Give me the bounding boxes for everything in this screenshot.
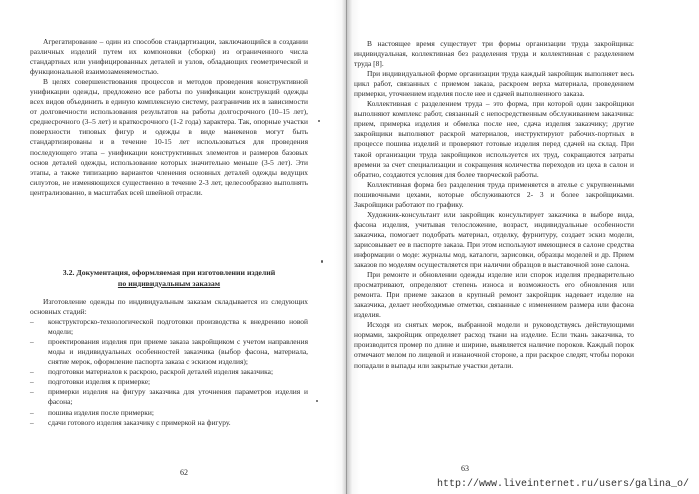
list-item: – подготовки материалов к раскрою, раскрой деталей изделия заказчика; — [30, 367, 308, 377]
left-page-number: 62 — [180, 468, 188, 477]
paragraph-collective-no-division: Коллективная форма без разделения труда применяется в ателье с укрупненными пошивочными цехами, которые обслуживаются 2- 3 и более закройщиками. Закройщики работают по графику. — [354, 179, 634, 209]
right-page-text — [354, 39, 634, 371]
list-item: – конструкторско-технологической подготовки производства к внедрению новой модели; — [30, 317, 308, 337]
right-page-number: 63 — [461, 464, 469, 473]
paragraph-repair: При ремонте и обновлении одежды изделие или спорок изделия предварительно просматривают, определяют степень износа и возможность его обновления или ремонта. При приеме заказов в крупный ремонт закройщик надевает изделие на заказчика, делает необходимые отметки, связанные с изменением размера или фасона изделия. — [354, 270, 634, 320]
paragraph-unification: В целях совершенствования процессов и методов проведения конструктивной унификации одежды, предложено все работы по унификации конструкций одежды всех видов объединить в единую комплексную систему, разграничив их в зависимости от долговечности использования результатов на работы долгосрочного (10–15 лет), среднесрочного (3–5 лет) и краткосрочного (1-2 года) характера. Так, опорные участки поверхности типовых фигур и одежды в виде манекенов могут быть стандартизированы и в течение 10-15 лет использоваться для проведения последующего этапа – унификации конструктивных элементов и размеров базовых основ деталей одежды, использование которых значительно меньше (3-5 лет). Эти этапы, а также типизацию вариантов членения основных деталей одежды ведущих силуэтов, не изменяющихся существенно в течение 2-3 лет, целесообразно выполнять централизованно, в масштабах всей швейной отрасли. — [30, 77, 308, 197]
list-item: – пошива изделия после примерки; — [30, 408, 308, 418]
list-item: – сдачи готового изделия заказчику с примеркой на фигуру. — [30, 418, 308, 428]
paragraph-consultant: Художник-консультант или закройщик консультирует заказчика в выборе вида, фасона изделия, учитывая телосложение, возраст, индивидуальные особенности заказчика, помогает подобрать материал, отделку, фурнитуру, создает эскиз модели, зарисовывает ее в паспорте заказа. При этом используют имеющиеся в салоне средства информации о моде: журналы мод, каталоги, зарисовки, образцы моделей и др. Прием заказов по моделям осуществляется при наличии образцов в выставочной зоне салона. — [354, 209, 634, 270]
right-page — [347, 0, 699, 494]
paragraph-stages-intro: Изготовление одежды по индивидуальным заказам складывается из следующих основных стадий: — [30, 297, 308, 317]
source-url-watermark: http://www.liveinternet.ru/users/galina_o/ — [436, 479, 689, 490]
list-item: – примерки изделия на фигуру заказчика для уточнения параметров изделия и фасона; — [30, 387, 308, 407]
paragraph-individual-form: При индивидуальной форме организации труда каждый закройщик выполняет весь цикл работ, связанных с приемом заказа, раскроем верха материала, проведением примерки, уточнением изделия после нее и сдачей выполненного заказа. — [354, 69, 634, 99]
list-item: – проектирования изделия при приеме заказа закройщиком с учетом направления моды и индивидуальных особенностей заказчика (выбор фасона, материала, снятие мерок, оформление паспорта заказа с эскизом изделия); — [30, 337, 308, 367]
paragraph-labor-forms: В настоящее время существует три формы организации труда закройщика: индивидуальная, коллективная без разделения труда и коллективная с разделением труда [8]. — [354, 39, 634, 69]
section-heading-line1: 3.2. Документация, оформляемая при изготовлении изделий — [62, 268, 276, 277]
section-heading — [30, 268, 308, 289]
list-item: – подготовки изделия к примерке; — [30, 377, 308, 387]
paragraph-collective-division: Коллективная с разделением труда – это форма, при которой один закройщики выполняют комплекс работ, связанный с непосредственным обслуживанием заказчика: прием, примерка изделия и обмелка после нее, сдача изделия заказчику; другие закройщики выполняют раскрой материалов, инструктируют рабочих-портных в процессе пошива изделий и проверяют готовые изделия перед сдачей на склад. При такой организации труда закройщиков используется их труд, сокращаются затраты времени за счет специализации и сокращения количества переходов из цеха в салон и обратно, создаются условия для более творческой работы. — [354, 99, 634, 179]
paragraph-fabric: Исходя из снятых мерок, выбранной модели и руководствуясь действующими нормами, закройщик определяет расход ткани на изделие. Если ткань заказчика, то производится промер по длине и ширине, выявляется наличие пороков. Каждый порок отмечают мелом по лицевой и изнаночной стороне, а при раскрое следят, чтобы пороки попадали в выпады или закрытые участки детали. — [354, 320, 634, 370]
left-page — [0, 0, 347, 494]
scan-speck — [318, 120, 320, 122]
left-page-stages — [30, 297, 308, 428]
scan-speck — [321, 260, 323, 263]
scan-speck — [316, 400, 318, 402]
stages-list — [30, 317, 308, 428]
section-heading-line2: по индивидуальным заказам — [117, 278, 221, 288]
left-page-text — [30, 37, 308, 198]
paragraph-aggregation: Агрегатирование – один из способов стандартизации, заключающийся в создании различных изделий путем их компоновки (сборки) из ограниченного числа стандартных или унифицированных деталей и узлов, обладающих геометрической и функциональной взаимозаменяемостью. — [30, 37, 308, 77]
